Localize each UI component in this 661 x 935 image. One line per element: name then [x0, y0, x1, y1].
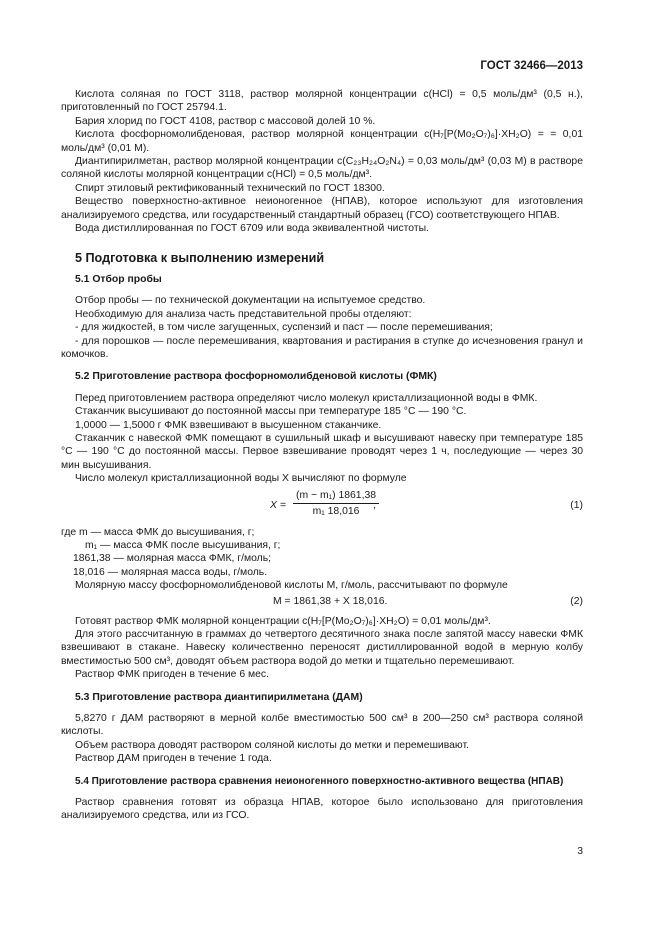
reagent-dam: Диантипирилметан, раствор молярной концентрации c(C₂₃H₂₄O₂N₄) = 0,03 моль/дм³ (0,03 М) в растворе соляной кислоты молярной концентрации c(HCl) = 0,5 моль/дм³.	[61, 156, 583, 181]
s51-p2: Необходимую для анализа часть представительной пробы отделяют:	[75, 308, 412, 320]
formula-1-fraction	[293, 489, 379, 519]
s52-p4: Стаканчик с навеской ФМК помещают в сушильный шкаф и высушивают навеску при температуре 185 °С — 190 °С до постоянной массы. Первое взвешивание проводят через 1 ч, последующие — через 30 мин высушивания.	[61, 432, 583, 471]
formula-1-numerator: (m − m₁) 1861,38	[293, 489, 379, 504]
section-5-title: 5 Подготовка к выполнению измерений	[75, 251, 325, 266]
s53-p1: 5,8270 г ДАМ растворяют в мерной колбе вместимостью 500 см³ в 200—250 см³ раствора соляной кислоты.	[61, 713, 583, 738]
s52-p8: Для этого рассчитанную в граммах до четвертого десятичного знака после запятой массу навески ФМК взвешивают в стакане. Навеску количественно переносят дистиллированной водой в мерную колбу вместимостью 500 см³, доводят объем раствора водой до метки и тщательно перемешивают.	[61, 629, 583, 667]
def-m: где m — масса ФМК до высушивания, г;	[61, 526, 255, 538]
reagent-hcl: Кислота соляная по ГОСТ 3118, раствор молярной концентрации c(HCl) = 0,5 моль/дм³ (0,5 н.), приготовленный по ГОСТ 25794.1.	[61, 89, 583, 114]
reagent-water: Вода дистиллированная по ГОСТ 6709 или вода эквивалентной чистоты.	[75, 223, 429, 235]
def-m1: m₁ — масса ФМК после высушивания, г;	[85, 539, 281, 551]
page-number: 3	[577, 846, 583, 857]
section-5-3-title: 5.3 Приготовление раствора диантипирилметана (ДАМ)	[75, 691, 363, 703]
s51-p4: - для порошков — после перемешивания, квартования и растирания в ступке до исчезновения гранул и комочков.	[61, 335, 583, 360]
s52-p3: 1,0000 — 1,5000 г ФМК взвешивают в высушенном стаканчике.	[75, 419, 382, 431]
s52-p6: Молярную массу фосфорномолибденовой кислоты M, г/моль, рассчитывают по формуле	[75, 580, 508, 592]
s52-p5: Число молекул кристаллизационной воды X вычисляют по формуле	[75, 473, 407, 485]
formula-1-denominator: m₁ 18,016	[312, 505, 360, 517]
s51-p3: - для жидкостей, в том числе загущенных, суспензий и паст — после перемешивания;	[75, 322, 493, 334]
document-code: ГОСТ 32466—2013	[480, 60, 583, 72]
section-5-1-title: 5.1 Отбор пробы	[75, 273, 162, 285]
s52-p1: Перед приготовлением раствора определяют число молекул кристаллизационной воды в ФМК.	[75, 392, 538, 404]
s53-p3: Раствор ДАМ пригоден в течение 1 года.	[75, 753, 272, 765]
formula-1-comma: ,	[373, 499, 376, 511]
s54-p1: Раствор сравнения готовят из образца НПАВ, которое было использовано для приготовления анализируемого средства, или из ГСО.	[61, 797, 583, 822]
s52-p2: Стаканчик высушивают до постоянной массы при температуре 185 °С — 190 °С.	[75, 406, 467, 418]
formula-2	[61, 593, 583, 611]
reagent-npav: Вещество поверхностно-активное неионогенное (НПАВ), которое используют для изготовления анализируемого средства, или государственный стандартный образец (ГСО) соответствующего НПАВ.	[61, 196, 583, 221]
section-5-4-title: 5.4 Приготовление раствора сравнения неионогенного поверхностно-активного вещества (НПАВ)	[75, 775, 564, 787]
formula-2-number: (2)	[570, 595, 583, 607]
formula-2-expression: M = 1861,38 + X 18,016.	[273, 595, 388, 607]
s51-p1: Отбор пробы — по технической документации на испытуемое средство.	[75, 295, 426, 307]
formula-1-number: (1)	[570, 499, 583, 511]
section-5-2-title: 5.2 Приготовление раствора фосфорномолибденовой кислоты (ФМК)	[75, 371, 437, 383]
reagent-bacl2: Бария хлорид по ГОСТ 4108, раствор с массовой долей 10 %.	[75, 115, 376, 127]
def-molar-pma: 1861,38 — молярная масса ФМК, г/моль;	[73, 553, 272, 565]
s52-p7: Готовят раствор ФМК молярной концентрации c(H₇[P(Mo₂O₇)₆]·XH₂O) = 0,01 моль/дм³.	[75, 615, 491, 627]
formula-1-lhs: X =	[270, 499, 286, 511]
s53-p2: Объем раствора доводят раствором соляной кислоты до метки и перемешивают.	[75, 739, 469, 751]
page-content	[61, 88, 583, 823]
reagent-ethanol: Спирт этиловый ректификованный технический по ГОСТ 18300.	[75, 182, 385, 194]
variable-definitions	[61, 526, 583, 580]
s52-p9: Раствор ФМК пригоден в течение 6 мес.	[75, 669, 270, 681]
def-molar-water: 18,016 — молярная масса воды, г/моль.	[73, 566, 268, 578]
reagent-pma: Кислота фосфорномолибденовая, раствор молярной концентрации c(H₇[P(Mo₂O₇)₆]·XH₂O) = = 0,01 моль/дм³ (0,01 М).	[61, 129, 583, 154]
formula-1	[61, 486, 583, 526]
